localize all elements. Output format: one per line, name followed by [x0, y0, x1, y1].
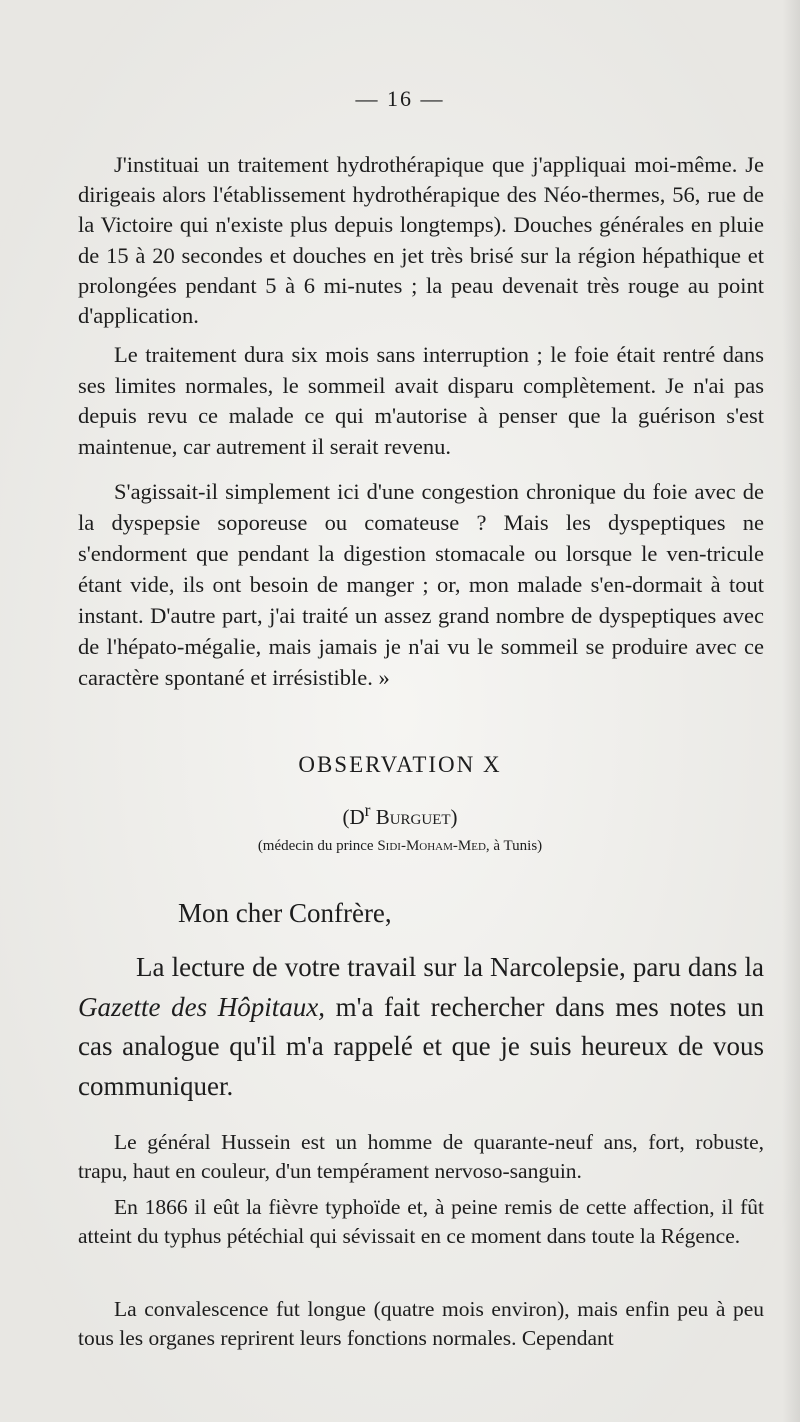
paragraph-text: Le général Hussein est un homme de quarante-neuf ans, fort, robuste, trapu, haut en couleur, d'un tempérament nervoso-sanguin.: [78, 1130, 764, 1183]
subtitle-name: Sidi-Moham-Med: [377, 838, 486, 854]
letter-body: [78, 948, 764, 1106]
page-edge-shadow: [782, 0, 800, 1422]
page-number: — 16 —: [355, 86, 445, 111]
paragraph-text: S'agissait-il simplement ici d'une congestion chronique du foie avec de la dyspepsie soporeuse ou comateuse ? Mais les dyspeptiques ne s'endorment que pendant la digestion stomacale ou lorsque le ven-tricule étant vide, ils ont besoin de manger ; or, mon malade s'en-dormait à tout instant. D'autre part, j'ai traité un assez grand nombre de dyspeptiques avec de l'hépato-mégalie, mais jamais je n'ai vu le sommeil se produire avec ce caractère spontané et irrésistible. »: [78, 479, 764, 690]
paragraph-text: La convalescence fut longue (quatre mois environ), mais enfin peu à peu tous les organes reprirent leurs fonctions normales. Cependant: [78, 1297, 764, 1350]
author-prefix: (D: [342, 805, 365, 829]
author-sup: r: [364, 800, 371, 820]
observation-author: [0, 800, 800, 830]
letter-text-end: m'a fait rechercher dans mes notes un cas analogue qu'il m'a rappelé et que je suis heureux de vous communiquer.: [78, 991, 765, 1101]
letter-salutation: Mon cher Confrère,: [178, 898, 392, 928]
journal-title: Gazette des Hôpitaux,: [78, 991, 325, 1022]
author-suffix: ): [450, 805, 458, 829]
paragraph-hydrotherapy: [78, 150, 764, 331]
paragraph-treatment-result: [78, 340, 764, 462]
observation-subtitle: [0, 838, 800, 855]
letter-paragraph: [78, 948, 764, 1106]
paragraph-convalescence: [78, 1295, 764, 1353]
paragraph-text: J'instituai un traitement hydrothérapique que j'appliquai moi-même. Je dirigeais alors l'établissement hydrothérapique des Néo-thermes, 56, rue de la Victoire qui n'existe plus depuis longtemps). Douches générales en pluie de 15 à 20 secondes et douches en jet très brisé sur la région hépathique et prolongées pendant 5 à 6 mi-nutes ; la peau devenait très rouge au point d'application.: [78, 152, 764, 329]
paragraph-text: Le traitement dura six mois sans interruption ; le foie était rentré dans ses limites normales, le sommeil avait disparu complètement. Je n'ai pas depuis revu ce malade ce qui m'autorise à penser que la guérison s'est maintenue, car autrement il serait revenu.: [78, 342, 764, 459]
paragraph-patient-history: [78, 1193, 764, 1251]
observation-title: OBSERVATION X: [298, 752, 502, 777]
letter-text-start: La lecture de votre travail sur la Narcolepsie, paru dans la: [136, 952, 764, 982]
author-name: Burguet: [375, 805, 451, 829]
paragraph-patient-description: [78, 1128, 764, 1186]
paragraph-text: En 1866 il eût la fièvre typhoïde et, à peine remis de cette affection, il fût atteint du typhus pétéchial qui sévissait en ce moment dans toute la Régence.: [78, 1195, 764, 1248]
subtitle-suffix: , à Tunis): [485, 838, 543, 854]
paragraph-discussion: [78, 476, 764, 693]
subtitle-prefix: (médecin du prince: [257, 838, 374, 854]
